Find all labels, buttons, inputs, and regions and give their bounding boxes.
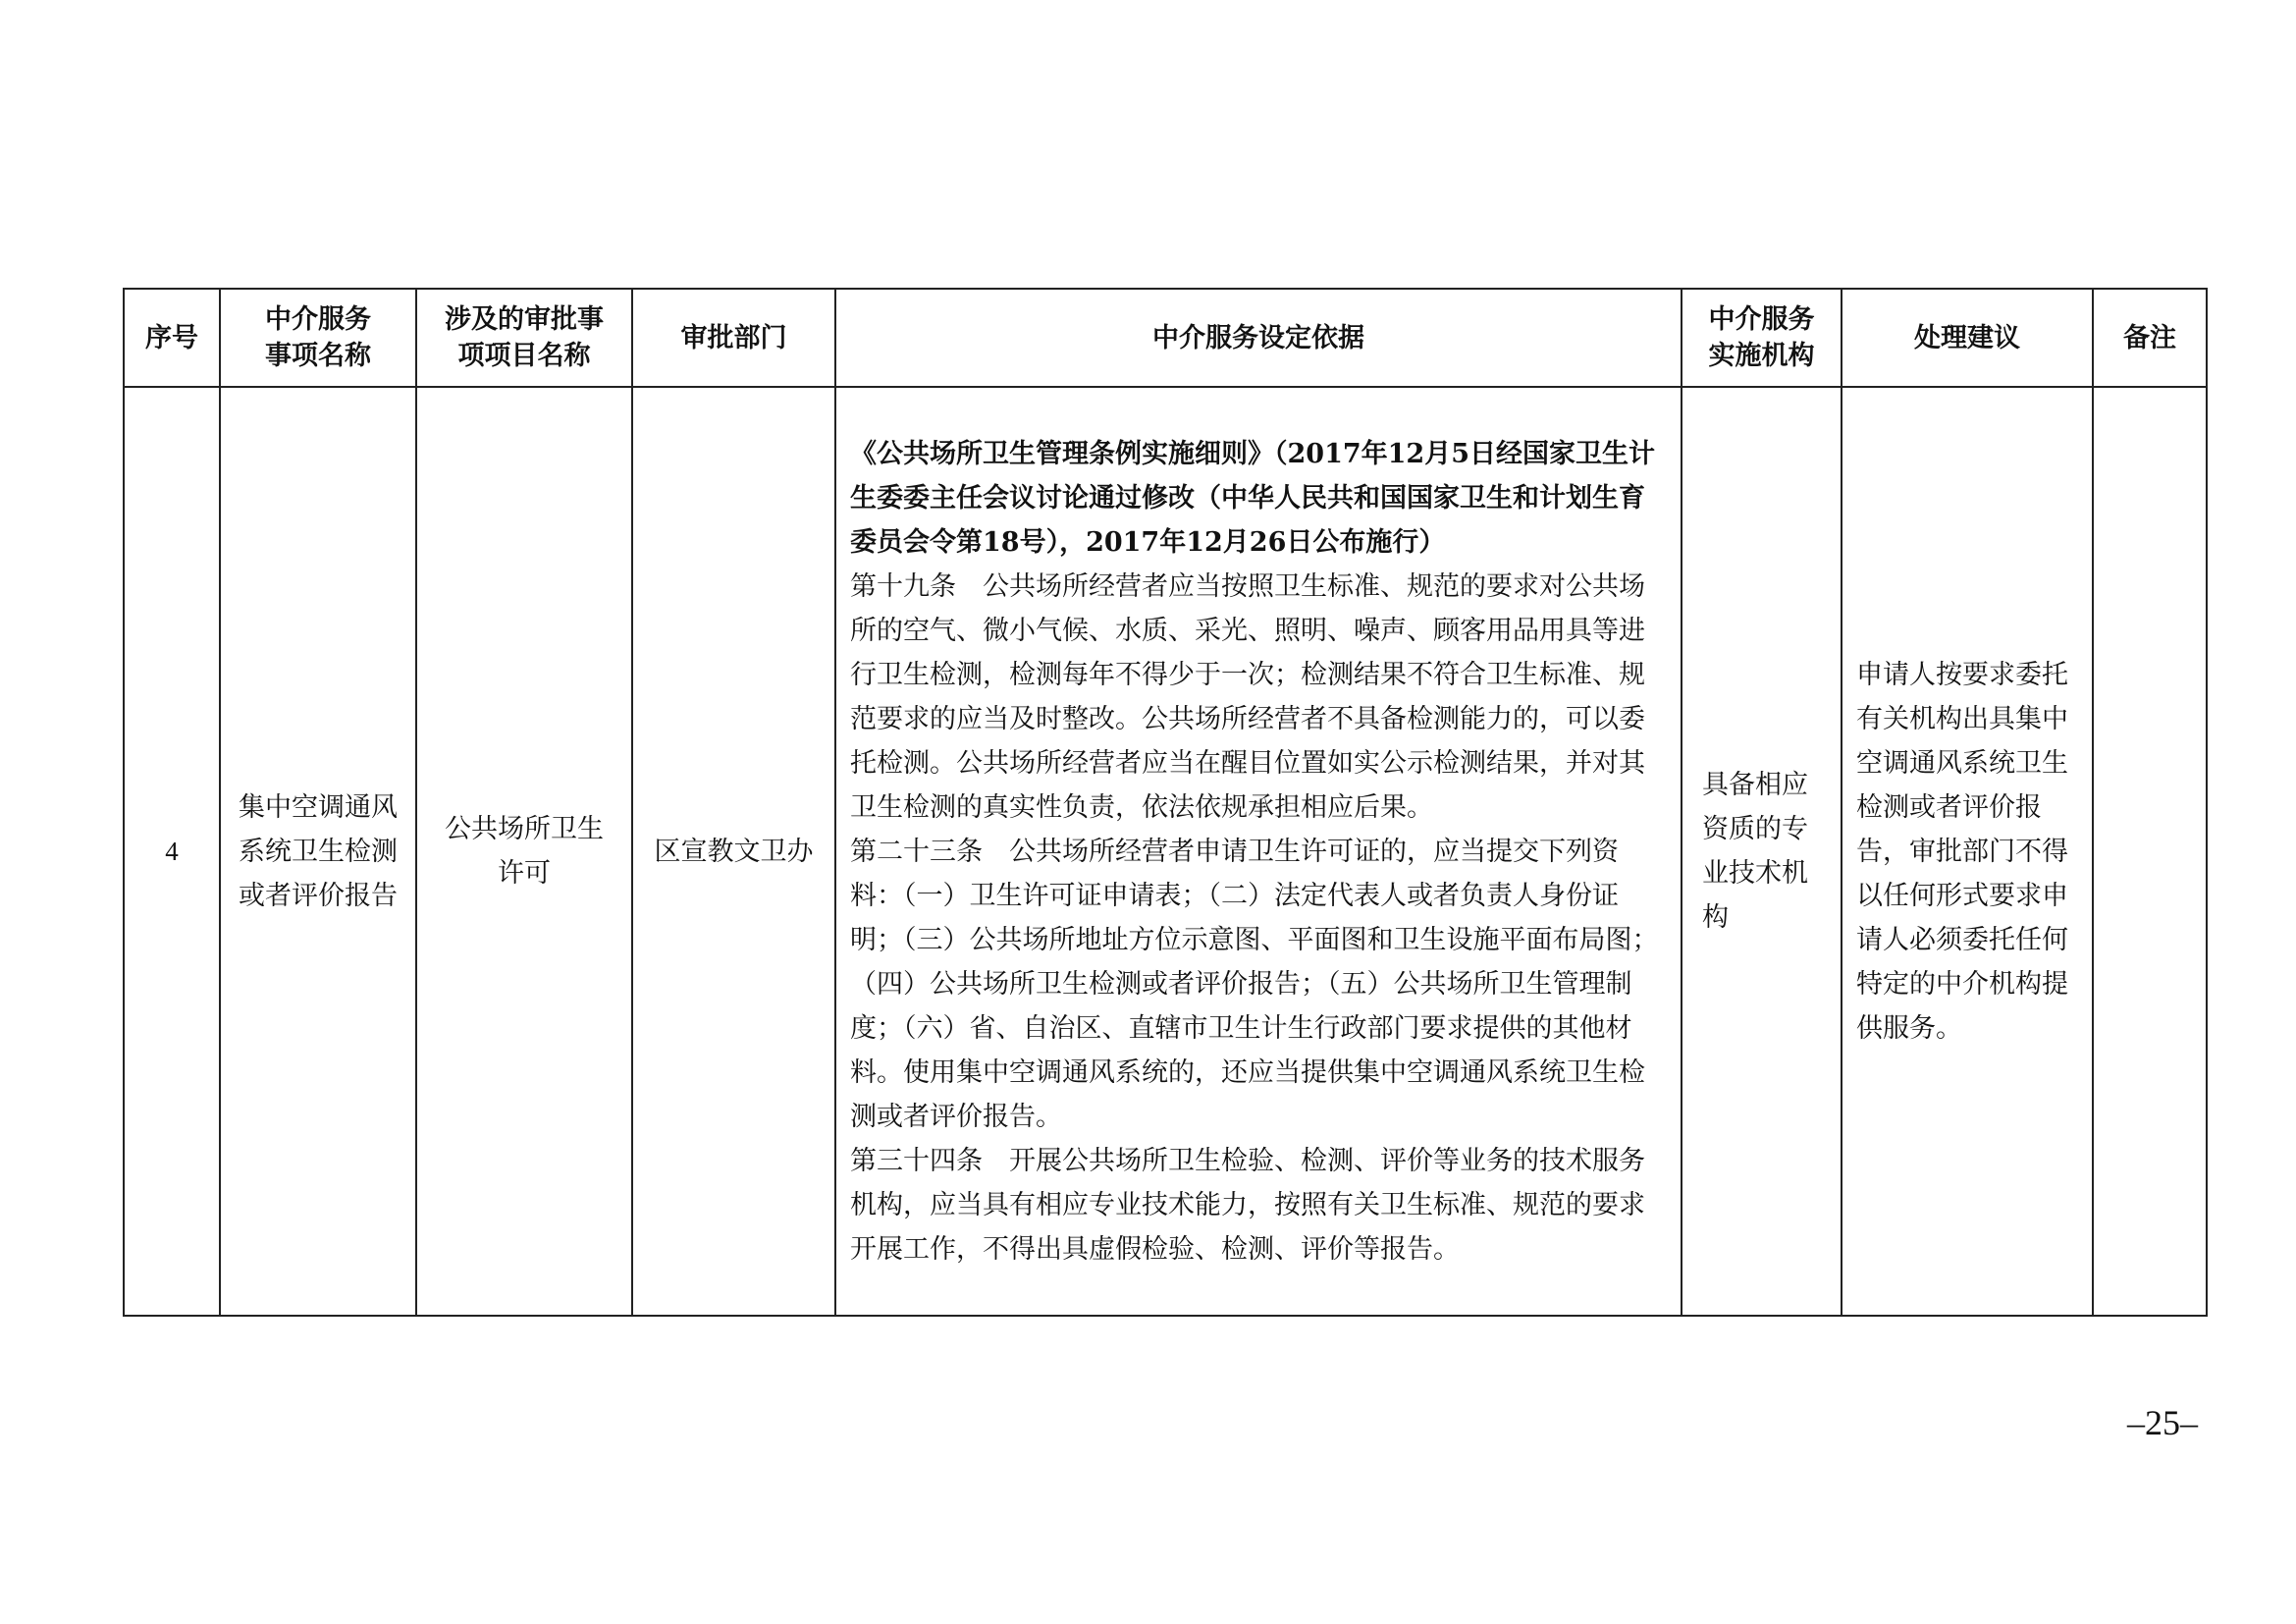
header-remark: 备注 bbox=[2093, 289, 2207, 387]
agency-value: 具备相应资质的专业技术机构 bbox=[1702, 770, 1808, 933]
cell-basis bbox=[835, 387, 1682, 1316]
header-department: 审批部门 bbox=[632, 289, 835, 387]
approval-item-value: 公共场所卫生许可 bbox=[445, 814, 604, 889]
suggestion-value: 申请人按要求委托有关机构出具集中空调通风系统卫生检测或者评价报告，审批部门不得以任何形式要求申请人必须委托任何特定的中介机构提供服务。 bbox=[1856, 659, 2068, 1044]
intermediary-service-table bbox=[123, 288, 2208, 1317]
department-value: 区宣教文卫办 bbox=[654, 836, 814, 867]
basis-paragraph-3: 第三十四条 开展公共场所卫生检验、检测、评价等业务的技术服务机构，应当具有相应专业技术能力，按照有关卫生标准、规范的要求开展工作，不得出具虚假检验、检测、评价等报告。 bbox=[850, 1145, 1645, 1265]
basis-title: 《公共场所卫生管理条例实施细则》（2017年12月5日经国家卫生计生委委主任会议讨论通过修改（中华人民共和国国家卫生和计划生育委员会令第18号），2017年12月26日公布施行） bbox=[850, 438, 1656, 558]
cell-seq bbox=[124, 387, 220, 1316]
header-suggestion: 处理建议 bbox=[1842, 289, 2093, 387]
cell-department bbox=[632, 387, 835, 1316]
header-basis: 中介服务设定依据 bbox=[835, 289, 1682, 387]
basis-paragraph-2: 第二十三条 公共场所经营者申请卫生许可证的，应当提交下列资料：（一）卫生许可证申请表；（二）法定代表人或者负责人身份证明；（三）公共场所地址方位示意图、平面图和卫生设施平面布局图；（四）公共场所卫生检测或者评价报告；（五）公共场所卫生管理制度；（六）省、自治区、直辖市卫生计生行政部门要求提供的其他材料。使用集中空调通风系统的，还应当提供集中空调通风系统卫生检测或者评价报告。 bbox=[850, 836, 1659, 1132]
cell-service-name bbox=[220, 387, 416, 1316]
cell-approval-item bbox=[416, 387, 632, 1316]
cell-remark bbox=[2093, 387, 2207, 1316]
header-approval-item: 涉及的审批事 项项目名称 bbox=[416, 289, 632, 387]
page-number: –25– bbox=[2127, 1403, 2198, 1442]
header-seq: 序号 bbox=[124, 289, 220, 387]
header-agency: 中介服务 实施机构 bbox=[1682, 289, 1842, 387]
basis-paragraph-1: 第十九条 公共场所经营者应当按照卫生标准、规范的要求对公共场所的空气、微小气候、水质、采光、照明、噪声、顾客用品用具等进行卫生检测，检测每年不得少于一次；检测结果不符合卫生标准、规范要求的应当及时整改。公共场所经营者不具备检测能力的，可以委托检测。公共场所经营者应当在醒目位置如实公示检测结果，并对其卫生检测的真实性负责，依法依规承担相应后果。 bbox=[850, 570, 1645, 823]
service-name-value: 集中空调通风系统卫生检测或者评价报告 bbox=[239, 791, 398, 911]
table-row bbox=[124, 387, 2207, 1316]
cell-agency bbox=[1682, 387, 1842, 1316]
header-service-name: 中介服务 事项名称 bbox=[220, 289, 416, 387]
table-header-row bbox=[124, 289, 2207, 387]
cell-suggestion bbox=[1842, 387, 2093, 1316]
seq-value: 4 bbox=[165, 836, 179, 866]
